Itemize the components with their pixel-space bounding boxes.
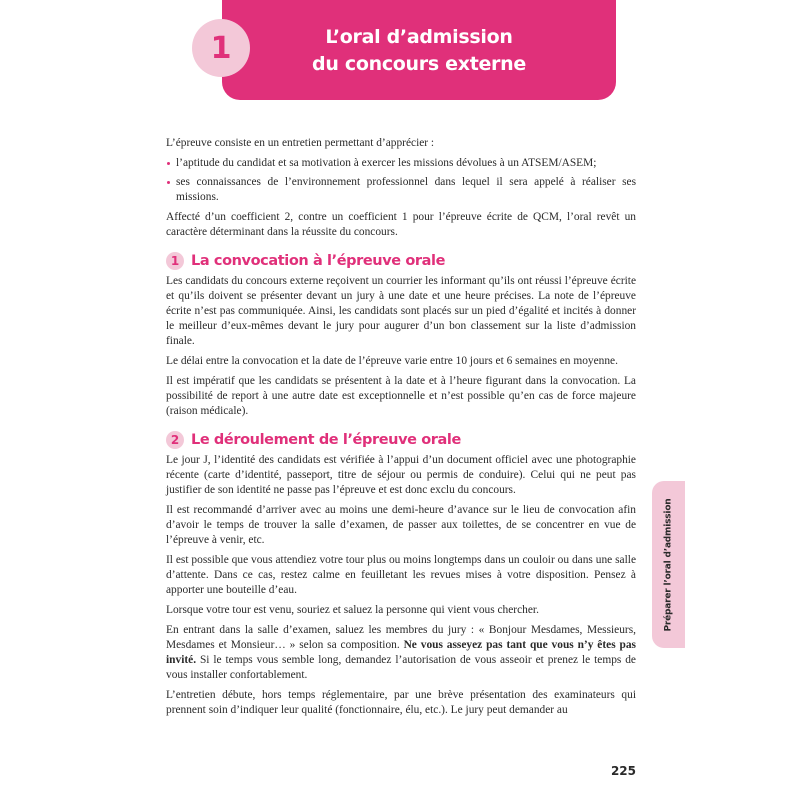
chapter-title-line-2: du concours externe (312, 53, 526, 75)
chapter-title (222, 24, 616, 78)
intro-lead: L’épreuve consiste en un entretien permettant d’apprécier : (166, 137, 435, 149)
intro-coefficient: Affecté d’un coefficient 2, contre un coefficient 1 pour l’épreuve écrite de QCM, l’oral revêt un caractère déterminant dans la réussite du concours. (166, 211, 636, 238)
section-number-badge: 2 (166, 431, 184, 449)
section-heading-1 (166, 251, 636, 271)
paragraph: L’entretien débute, hors temps réglementaire, par une brève présentation des examinateurs qui prennent soin d’indiquer leur qualité (fonctionnaire, élu, etc.). Le jury peut demander au (166, 689, 636, 716)
section-heading-2 (166, 430, 636, 450)
bullet-text: l’aptitude du candidat et sa motivation à exercer les missions dévolues à un ATSEM/ASEM; (176, 157, 597, 169)
greeting-paragraph (166, 623, 636, 683)
greeting-text: En entrant dans la salle d’examen, saluez les membres du jury : « Bonjour Mesdames, Messieurs, Mesdames et Monsieur… » selon sa composition. (166, 624, 636, 651)
side-tab-label: Préparer l’oral d’admission (663, 497, 673, 632)
paragraph: Il est impératif que les candidats se présentent à la date et à l’heure figurant dans la convocation. La possibilité de report à une autre date est exceptionnelle et n’est possible qu’en cas de force majeure (raison médicale). (166, 375, 636, 417)
section-number-badge: 1 (166, 252, 184, 270)
paragraph: Le délai entre la convocation et la date de l’épreuve varie entre 10 jours et 6 semaines en moyenne. (166, 355, 618, 367)
chapter-side-tab (652, 481, 685, 648)
paragraph: Lorsque votre tour est venu, souriez et saluez la personne qui vient vous chercher. (166, 604, 539, 616)
bullet-dot-icon (167, 162, 170, 165)
section-title: Le déroulement de l’épreuve orale (191, 432, 461, 448)
bullet-item (166, 175, 636, 205)
bullet-dot-icon (167, 181, 170, 184)
bullet-text: ses connaissances de l’environnement professionnel dans lequel il sera appelé à réaliser ses missions. (176, 176, 636, 203)
chapter-title-line-1: L’oral d’admission (325, 26, 513, 48)
paragraph: Le jour J, l’identité des candidats est vérifiée à l’appui d’un document officiel avec une photographie récente (carte d’identité, passeport, titre de séjour ou permis de conduire). Celui qui ne peut pas justifier de son identité ne passe pas l’épreuve et est donc exclu du concours. (166, 454, 636, 496)
greeting-emphasis: Ne vous asseyez pas tant que vous n’y êtes pas invité. (166, 639, 636, 666)
page-body (166, 136, 636, 723)
section-title: La convocation à l’épreuve orale (191, 253, 446, 269)
paragraph: Il est possible que vous attendiez votre tour plus ou moins longtemps dans un couloir ou dans une salle d’attente. Dans ce cas, restez calme en feuilletant les revues mises à votre disposition. Pensez à apporter une bouteille d’eau. (166, 554, 636, 596)
intro-bullet-list (166, 156, 636, 205)
page-number: 225 (610, 764, 636, 778)
bullet-item (166, 156, 636, 171)
greeting-text-end: Si le temps vous semble long, demandez l’autorisation de vous asseoir et prenez le temps de vous installer confortablement. (166, 654, 636, 681)
paragraph: Il est recommandé d’arriver avec au moins une demi-heure d’avance sur le lieu de convocation afin d’avoir le temps de trouver la salle d’examen, de passer aux toilettes, de se concentrer en vue de l’épreuve à venir, etc. (166, 504, 636, 546)
paragraph: Les candidats du concours externe reçoivent un courrier les informant qu’ils ont réussi l’épreuve écrite et qu’ils doivent se présenter devant un jury à une date et une heure précises. La note de l’épreuve écrite n’est pas communiquée. Ainsi, les candidats sont placés sur un pied d’égalité et incités à donner le meilleur d’eux-mêmes devant le jury pour augurer d’un bon classement sur la liste d’admission finale. (166, 275, 636, 347)
chapter-number-badge: 1 (192, 19, 250, 77)
